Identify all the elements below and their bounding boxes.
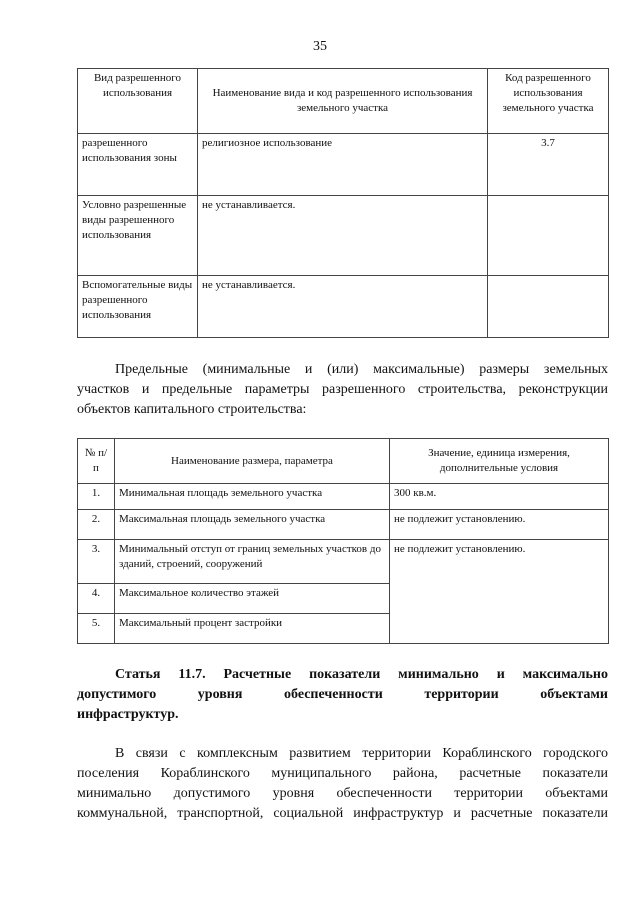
use-name-cell: не устанавливается. [198,276,488,338]
use-name-cell: религиозное использование [198,134,488,196]
row-number: 5. [78,614,115,644]
use-type-cell: разрешенного использования зоны [78,134,198,196]
parameter-value: не подлежит установлению. [390,540,609,644]
parameter-name: Минимальный отступ от границ земельных участков до зданий, строений, сооружений [115,540,390,584]
table-row [78,134,609,196]
header-use-name: Наименование вида и код разрешенного использования земельного участка [198,69,488,134]
limits-intro-paragraph: Предельные (минимальные и (или) максимальные) размеры земельных участков и предельные параметры разрешенного строительства, реконструкции объектов капитального строительства: [77,362,608,417]
parameter-name: Минимальная площадь земельного участка [115,484,390,510]
article-body-paragraph: В связи с комплексным развитием территории Кораблинского городского поселения Кораблинского муниципального района, расчетные показатели минимально допустимого уровня обеспеченности территории объектами коммунальной, транспортной, социальной инфраструктур и расчетные показатели [77,746,608,821]
row-number: 1. [78,484,115,510]
row-number: 4. [78,584,115,614]
page-number: 35 [313,39,327,54]
table-row [78,510,609,540]
use-code-cell: 3.7 [488,134,609,196]
header-number: № п/п [78,439,115,484]
parameter-value: 300 кв.м. [390,484,609,510]
header-value: Значение, единица измерения, дополнительные условия [390,439,609,484]
parameter-name: Максимальное количество этажей [115,584,390,614]
table-row [78,196,609,276]
header-parameter: Наименование размера, параметра [115,439,390,484]
table-row [78,540,609,584]
table-row [78,276,609,338]
table-header-row [78,69,609,134]
parameter-name: Максимальная площадь земельного участка [115,510,390,540]
parameters-table [77,438,609,644]
use-type-cell: Вспомогательные виды разрешенного использования [78,276,198,338]
use-code-cell [488,196,609,276]
table-row [78,484,609,510]
permitted-use-table [77,68,609,338]
header-use-type: Вид разрешенного использования [78,69,198,134]
article-heading: Статья 11.7. Расчетные показатели минимально и максимально допустимого уровня обеспеченности территории объектами инфраструктур. [77,667,608,722]
use-type-cell: Условно разрешенные виды разрешенного использования [78,196,198,276]
use-name-cell: не устанавливается. [198,196,488,276]
header-use-code: Код разрешенного использования земельного участка [488,69,609,134]
use-code-cell [488,276,609,338]
row-number: 2. [78,510,115,540]
table-header-row [78,439,609,484]
parameter-name: Максимальный процент застройки [115,614,390,644]
row-number: 3. [78,540,115,584]
parameter-value: не подлежит установлению. [390,510,609,540]
